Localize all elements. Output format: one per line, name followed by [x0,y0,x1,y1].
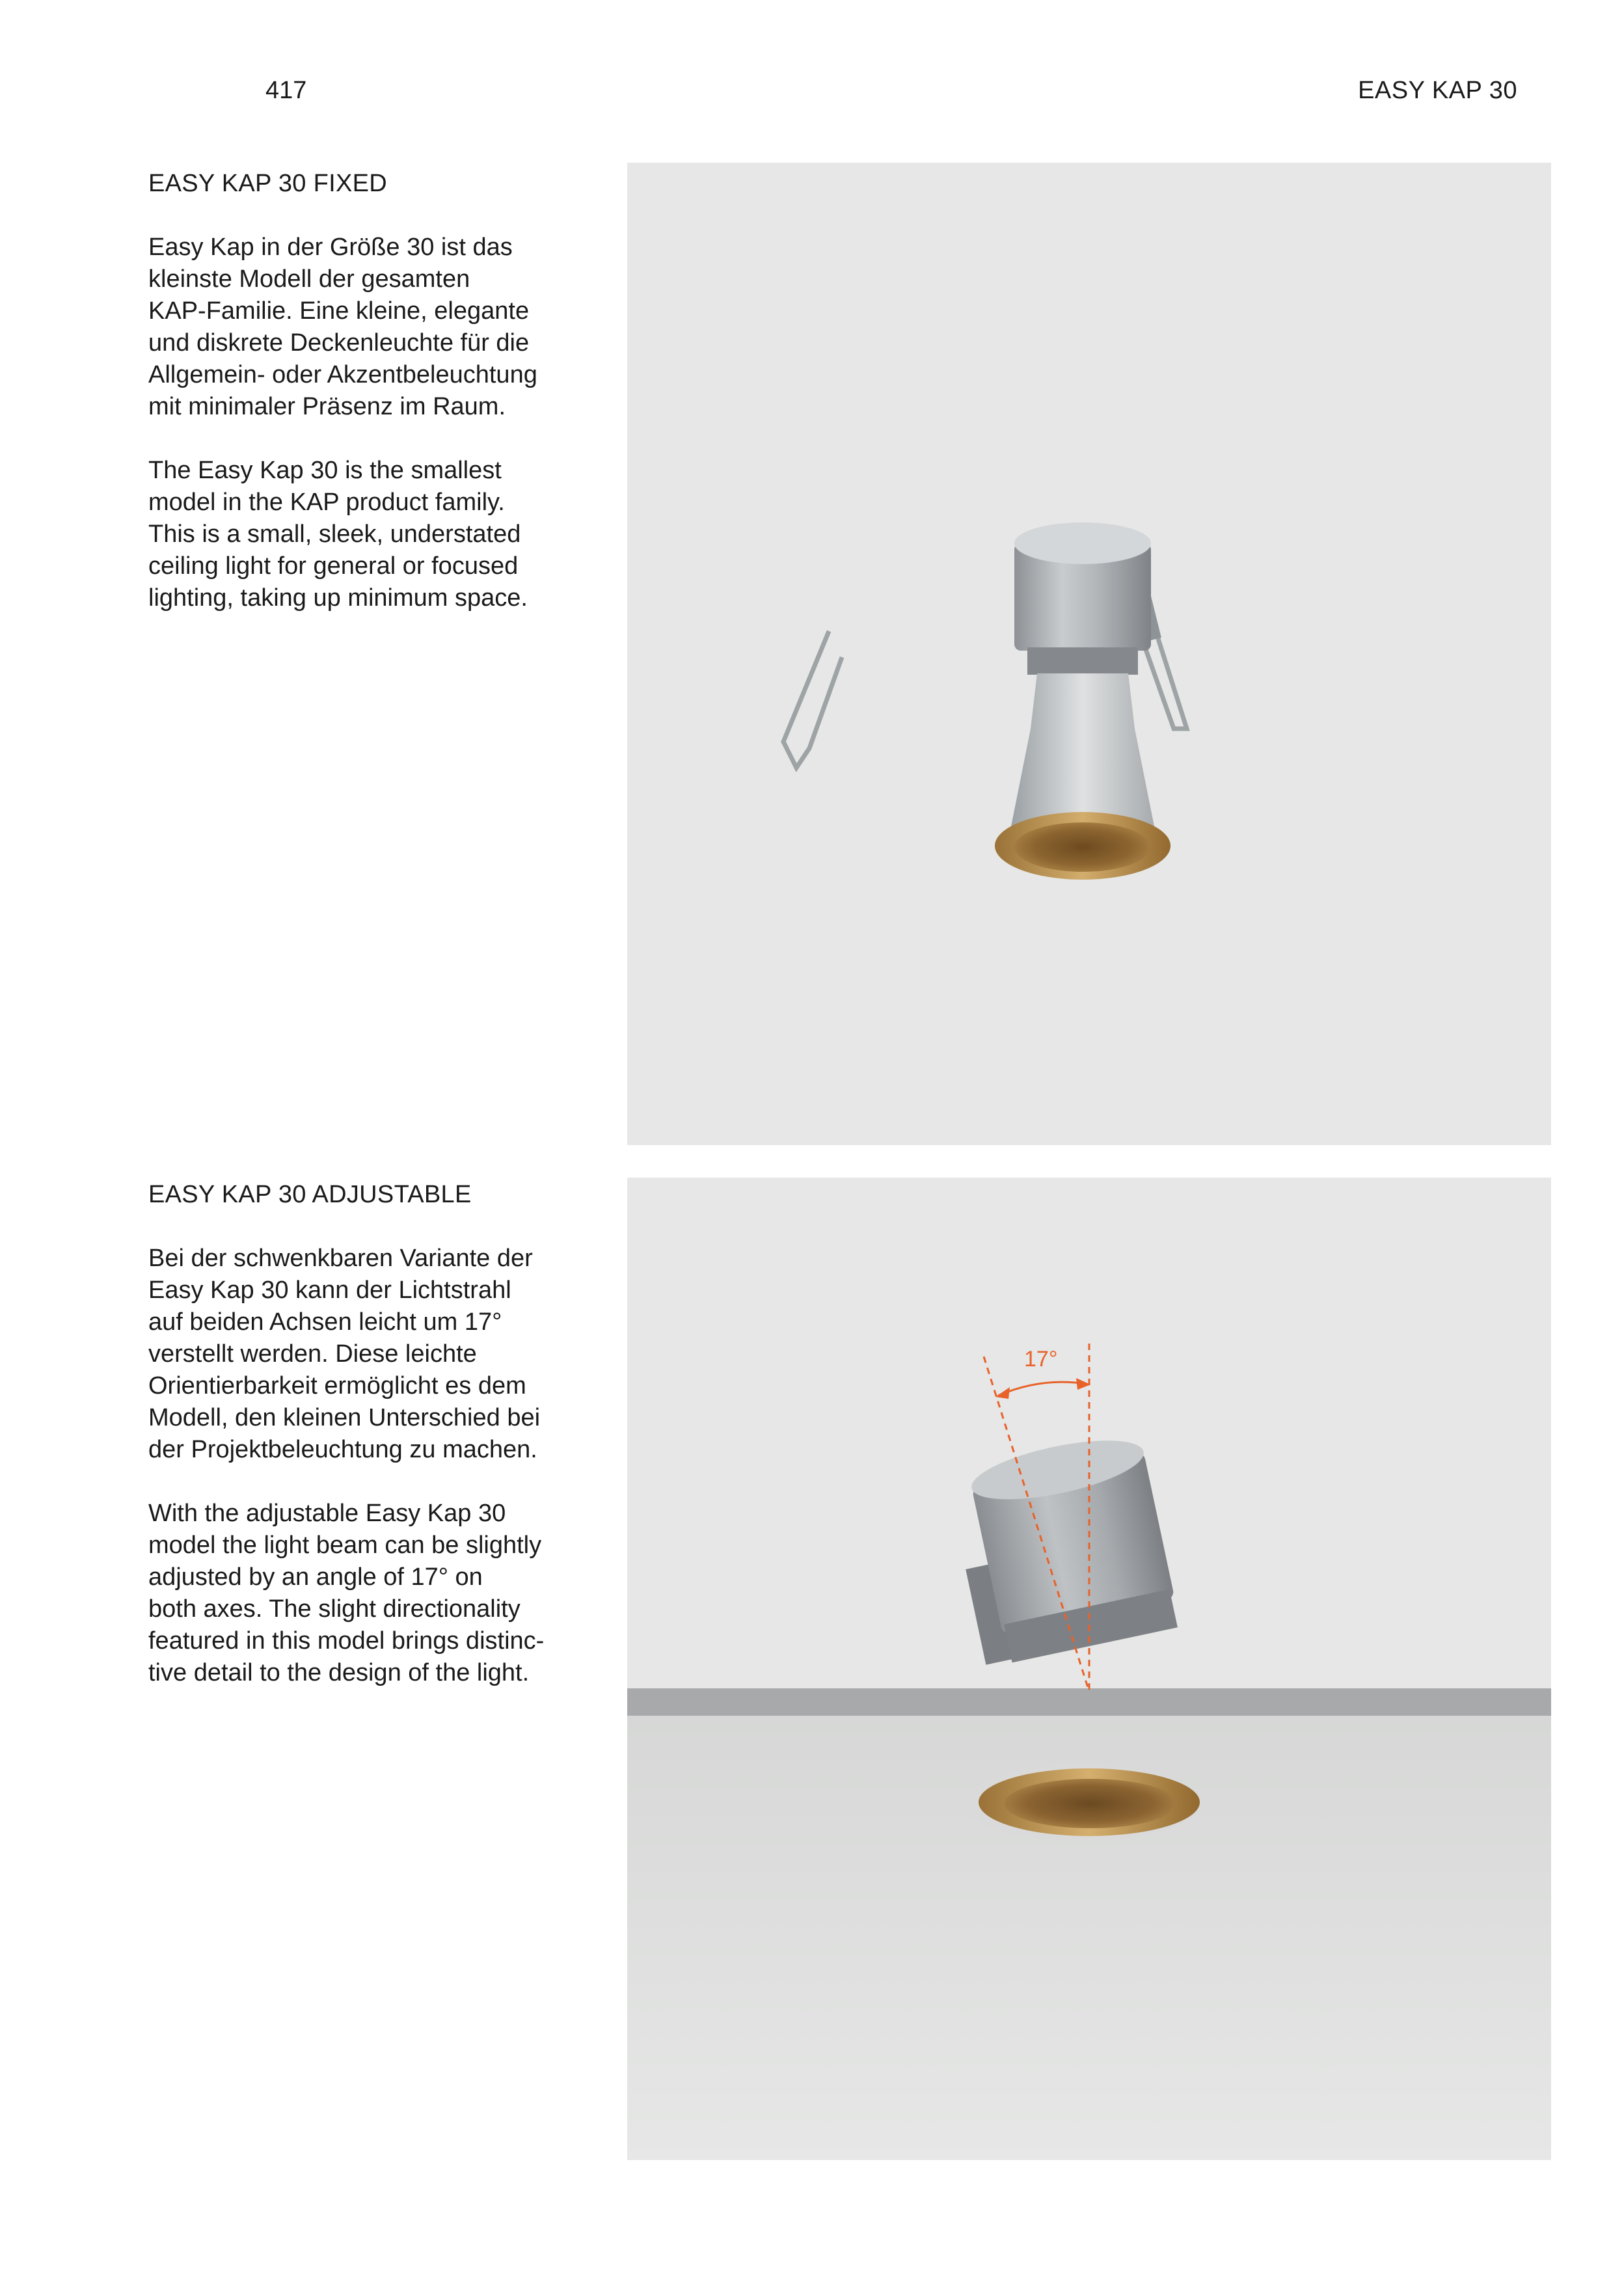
adjustable-downlight-illustration [627,1178,1551,2160]
adjustable-description [148,1179,604,1721]
housing-ring [1027,647,1138,675]
gold-trim-inner [1005,1779,1176,1828]
angle-arc [998,1382,1089,1396]
housing-body [1011,673,1154,826]
description-german-fixed: Easy Kap in der Größe 30 ist das kleinste Modell der gesamten KAP-Familie. Eine kleine, elegante und diskrete Deckenleuchte für die Allgemein- oder Akzentbeleuchtung mit minimaler Präsenz im Raum. [148,234,537,420]
tilted-housing [945,1429,1181,1668]
description-english-fixed: The Easy Kap 30 is the smallest model in the KAP product family. This is a small, sleek, understated ceiling light for general or focused lighting, taking up minimum space. [148,457,528,612]
fixed-description [148,168,604,646]
spring-clip-left [783,631,842,768]
angle-label: 17° [1024,1347,1058,1372]
description-english-adjustable: With the adjustable Easy Kap 30 model the light beam can be slightly adjusted by an angle of 17° on both axes. The slight directionality featured in this model brings distinc- tive detail to the design of the light. [148,1500,545,1686]
product-image-fixed [627,163,1551,1145]
ceiling-edge [627,1688,1551,1716]
section-heading-fixed: EASY KAP 30 FIXED [148,170,387,197]
gold-trim-inner [1014,822,1151,872]
fixed-downlight-illustration [627,163,1551,1145]
description-german-adjustable: Bei der schwenkbaren Variante der Easy Kap 30 kann der Lichtstrahl auf beiden Achsen leicht um 17° verstellt werden. Diese leichte Orientierbarkeit ermöglicht es dem Modell, den kleinen Unterschied bei der Projektbeleuchtung zu machen. [148,1245,541,1463]
page-number: 417 [265,77,307,104]
angle-arrow-left [995,1387,1010,1399]
product-image-adjustable [627,1178,1551,2160]
section-heading-adjustable: EASY KAP 30 ADJUSTABLE [148,1181,472,1208]
running-title: EASY KAP 30 [1358,77,1517,104]
